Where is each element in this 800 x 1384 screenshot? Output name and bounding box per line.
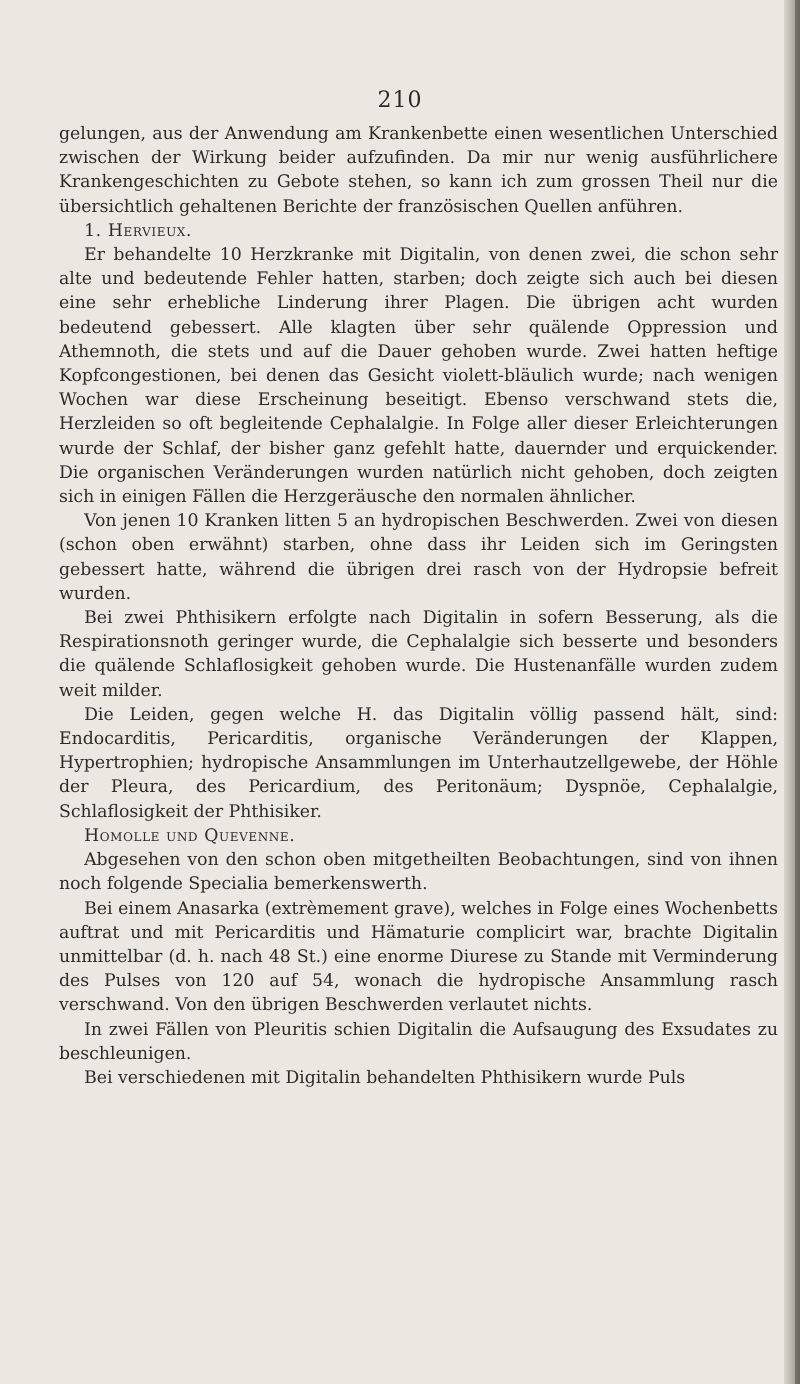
paragraph-continuation: gelungen, aus der Anwendung am Krankenbette einen wesentlichen Unterschied zwischen der Wirkung beider aufzufinden. Da mir nur wenig ausführlichere Krankengeschichten zu Gebote stehen, so kann ich zum grossen Theil nur die übersichtlich gehaltenen Berichte der französischen Quellen anführen. [59,124,778,217]
paragraph-phthisiker: Bei zwei Phthisikern erfolgte nach Digitalin in sofern Besserung, als die Respirationsnoth geringer wurde, die Cephalalgie sich besserte und besonders die quälende Schlaflosigkeit gehoben wurde. Die Hustenanfälle wurden zudem weit milder. [59,608,778,701]
paragraph-puls: Bei verschiedenen mit Digitalin behandelten Phthisikern wurde Puls [84,1067,686,1088]
paragraph-specialia: Abgesehen von den schon oben mitgetheilten Beobachtungen, sind von ihnen noch folgende Specialia bemerkenswerth. [59,850,778,895]
page-number: 210 [377,88,423,113]
section-heading-hervieux: 1. Hervieux. [84,220,193,241]
paragraph-indikationen: Die Leiden, gegen welche H. das Digitalin völlig passend hält, sind: Endocarditis, Pericarditis, organische Veränderungen der Klappen, Hypertrophien; hydropische Ansammlungen im Unterhautzellgewebe, der Höhle der Pleura, des Pericardium, des Peritonäum; Dyspnöe, Cephalalgie, Schlaflosigkeit der Phthisiker. [59,704,778,822]
section-heading-homolle-quevenne: Homolle und Quevenne. [84,825,296,846]
paragraph-pleuritis: In zwei Fällen von Pleuritis schien Digitalin die Aufsaugung des Exsudates zu beschleunigen. [59,1019,778,1064]
main-text [59,122,778,1090]
paragraph-herzkranke: Er behandelte 10 Herzkranke mit Digitalin, von denen zwei, die schon sehr alte und bedeutende Fehler hatten, starben; doch zeigte sich auch bei diesen eine sehr erhebliche Linderung ihrer Plagen. Die übrigen acht wurden bedeutend gebessert. Alle klagten über sehr quälende Oppression und Athemnoth, die stets und auf die Dauer gehoben wurde. Zwei hatten heftige Kopfcongestionen, bei denen das Gesicht violett-bläulich wurde; nach wenigen Wochen war diese Erscheinung beseitigt. Ebenso verschwand stets die, Herzleiden so oft begleitende Cephalalgie. In Folge aller dieser Erleichterungen wurde der Schlaf, der bisher ganz gefehlt hatte, dauernder und erquickender. Die organischen Veränderungen wurden natürlich nicht gehoben, doch zeigten sich in einigen Fällen die Herzgeräusche den normalen ähnlicher. [59,245,778,508]
header-rule [59,116,779,117]
page-edge-dark [795,0,800,1384]
paragraph-hydropische-beschwerden: Von jenen 10 Kranken litten 5 an hydropischen Beschwerden. Zwei von diesen (schon oben erwähnt) starben, ohne dass ihr Leiden sich im Geringsten gebessert hatte, während die übrigen drei rasch von der Hydropsie befreit wurden. [59,511,778,604]
paragraph-anasarka: Bei einem Anasarka (extrèmement grave), welches in Folge eines Wochenbetts auftrat und mit Pericarditis und Hämaturie complicirt war, brachte Digitalin unmittelbar (d. h. nach 48 St.) eine enorme Diurese zu Stande mit Verminderung des Pulses von 120 auf 54, wonach die hydropische Ansammlung rasch verschwand. Von den übrigen Beschwerden verlautet nichts. [59,898,778,1016]
